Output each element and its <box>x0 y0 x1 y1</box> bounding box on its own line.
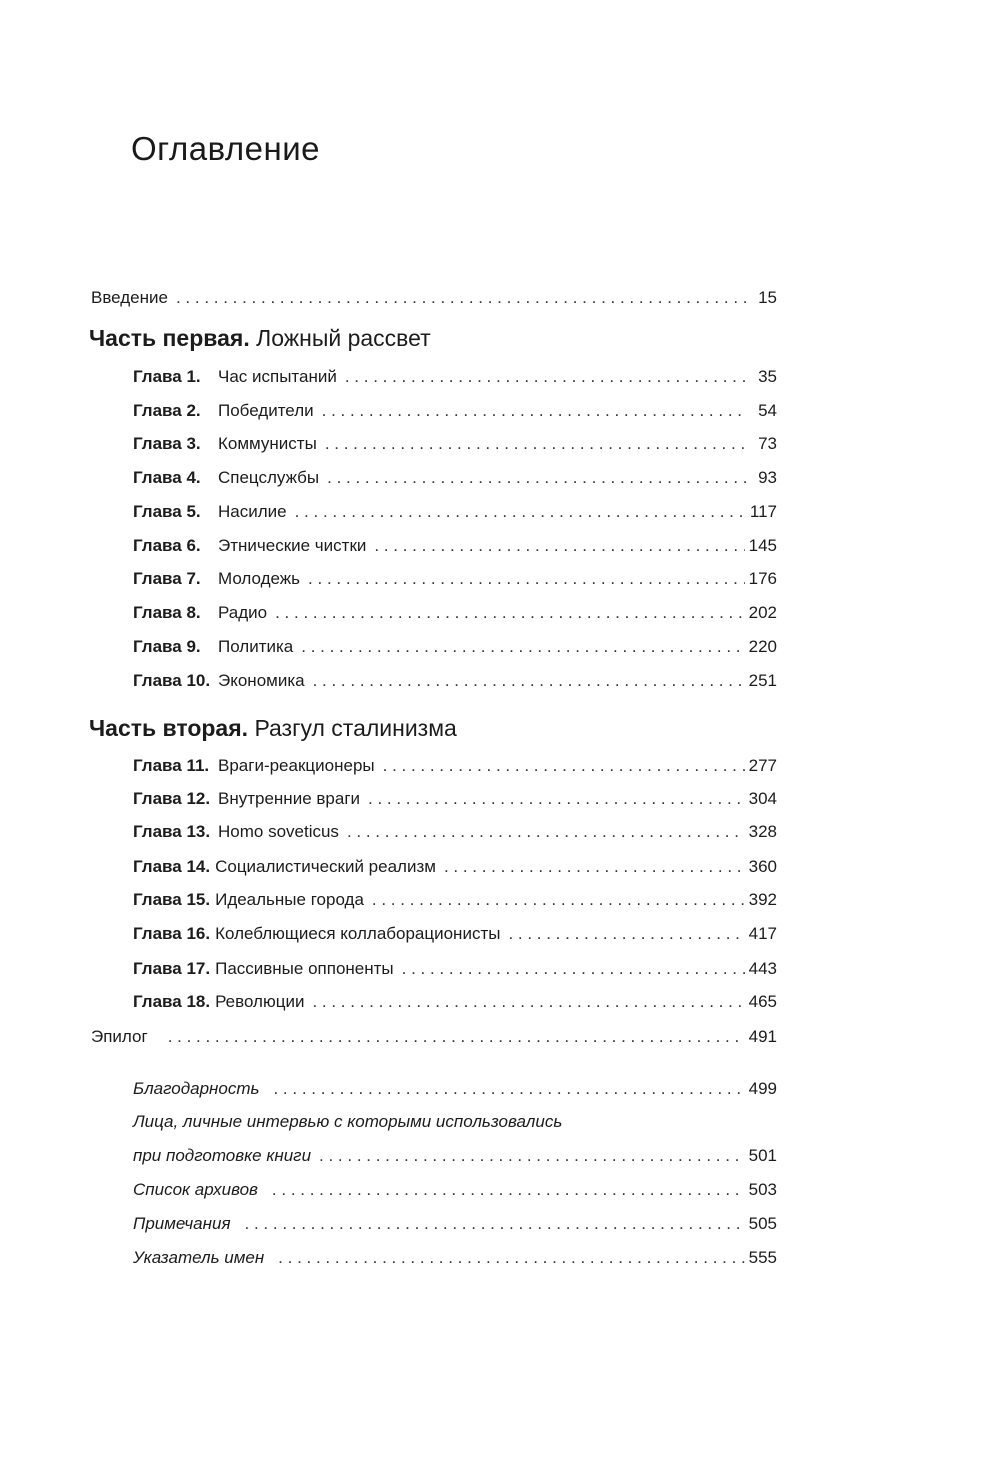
leader-dots <box>374 535 744 557</box>
part-title: Ложный рассвет <box>256 325 431 351</box>
leader-dots <box>176 287 747 309</box>
toc-entry-page: 555 <box>748 1248 777 1267</box>
toc-entry-title: при подготовке книги <box>133 1146 312 1165</box>
toc-entry-chapter-5[interactable] <box>133 501 777 523</box>
chapter-label: Глава 14. <box>133 857 211 876</box>
toc-entry-epilogue[interactable] <box>91 1026 777 1048</box>
chapter-page: 251 <box>748 671 777 690</box>
chapter-title: Пассивные оппоненты <box>215 959 394 978</box>
chapter-page: 73 <box>758 434 777 453</box>
part-heading-2[interactable] <box>89 714 457 742</box>
chapter-title: Homo soveticus <box>218 822 339 841</box>
toc-entry-title: Список архивов <box>133 1180 258 1199</box>
leader-dots <box>345 366 747 388</box>
chapter-label: Глава 16. <box>133 924 211 943</box>
leader-dots <box>347 821 745 843</box>
toc-entry-chapter-11[interactable] <box>133 755 777 777</box>
chapter-label: Глава 7. <box>133 569 201 588</box>
chapter-label: Глава 1. <box>133 367 201 386</box>
part-title: Разгул сталинизма <box>254 715 457 741</box>
chapter-label: Глава 17. <box>133 959 211 978</box>
chapter-page: 35 <box>758 367 777 386</box>
chapter-title: Спецслужбы <box>218 468 320 487</box>
toc-entry-name-index[interactable] <box>133 1247 777 1269</box>
toc-entry-title: Примечания <box>133 1214 231 1233</box>
chapter-page: 328 <box>748 822 777 841</box>
leader-dots <box>402 958 745 980</box>
leader-dots <box>322 400 747 422</box>
toc-entry-chapter-14[interactable] <box>133 856 777 878</box>
chapter-page: 220 <box>748 637 777 656</box>
toc-entry-notes[interactable] <box>133 1213 777 1235</box>
toc-entry-page: 499 <box>748 1079 777 1098</box>
chapter-title: Внутренние враги <box>218 789 361 808</box>
leader-dots <box>278 1247 744 1269</box>
toc-entry-chapter-18[interactable] <box>133 991 777 1013</box>
chapter-title: Колеблющиеся коллаборационисты <box>215 924 501 943</box>
chapter-title: Молодежь <box>218 569 301 588</box>
chapter-title: Идеальные города <box>215 890 364 909</box>
toc-entry-page: 503 <box>748 1180 777 1199</box>
chapter-label: Глава 3. <box>133 434 201 453</box>
chapter-title: Победители <box>218 401 314 420</box>
chapter-label: Глава 2. <box>133 401 201 420</box>
toc-entry-chapter-8[interactable] <box>133 602 777 624</box>
part-heading-1[interactable] <box>89 324 431 352</box>
chapter-label: Глава 10. <box>133 671 211 690</box>
leader-dots <box>308 568 745 590</box>
leader-dots <box>319 1145 745 1167</box>
toc-entry-title: Эпилог <box>91 1027 148 1046</box>
chapter-page: 117 <box>749 502 777 521</box>
toc-entry-page: 15 <box>758 288 777 307</box>
toc-entry-chapter-15[interactable] <box>133 889 777 911</box>
chapter-page: 93 <box>758 468 777 487</box>
toc-entry-chapter-4[interactable] <box>133 467 777 489</box>
toc-entry-chapter-7[interactable] <box>133 568 777 590</box>
chapter-label: Глава 18. <box>133 992 211 1011</box>
part-label: Часть вторая. <box>89 715 249 741</box>
chapter-label: Глава 5. <box>133 502 201 521</box>
toc-entry-page: 501 <box>748 1146 777 1165</box>
toc-entry-chapter-10[interactable] <box>133 670 777 692</box>
chapter-page: 145 <box>748 536 777 555</box>
leader-dots <box>312 991 744 1013</box>
chapter-page: 417 <box>748 924 777 943</box>
chapter-label: Глава 6. <box>133 536 201 555</box>
chapter-page: 465 <box>748 992 777 1011</box>
chapter-page: 443 <box>748 959 777 978</box>
toc-entry-chapter-2[interactable] <box>133 400 777 422</box>
toc-entry-chapter-1[interactable] <box>133 366 777 388</box>
leader-dots <box>444 856 745 878</box>
chapter-label: Глава 9. <box>133 637 201 656</box>
leader-dots <box>275 602 745 624</box>
toc-entry-page: 505 <box>748 1214 777 1233</box>
chapter-label: Глава 13. <box>133 822 211 841</box>
leader-dots <box>372 889 745 911</box>
chapter-title: Радио <box>218 603 268 622</box>
toc-entry-archives[interactable] <box>133 1179 777 1201</box>
leader-dots <box>273 1078 744 1100</box>
leader-dots <box>245 1213 745 1235</box>
chapter-label: Глава 4. <box>133 468 201 487</box>
leader-dots <box>327 467 747 489</box>
toc-entry-chapter-12[interactable] <box>133 788 777 810</box>
chapter-page: 392 <box>748 890 777 909</box>
toc-entry-interviews[interactable] <box>133 1145 777 1167</box>
leader-dots <box>272 1179 745 1201</box>
toc-entry-acknowledgements[interactable] <box>133 1078 777 1100</box>
leader-dots <box>301 636 744 658</box>
toc-entry-intro[interactable] <box>91 287 777 309</box>
toc-entry-chapter-6[interactable] <box>133 535 777 557</box>
chapter-title: Враги-реакционеры <box>218 756 375 775</box>
chapter-page: 360 <box>748 857 777 876</box>
leader-dots <box>168 1026 745 1048</box>
chapter-title: Экономика <box>218 671 305 690</box>
toc-entry-chapter-3[interactable] <box>133 433 777 455</box>
chapter-page: 54 <box>758 401 777 420</box>
chapter-title: Социалистический реализм <box>215 857 436 876</box>
toc-entry-interviews-line1[interactable]: Лица, личные интервью с которыми использовались <box>133 1112 563 1131</box>
leader-dots <box>313 670 745 692</box>
chapter-title: Час испытаний <box>218 367 337 386</box>
leader-dots <box>368 788 745 810</box>
chapter-page: 277 <box>748 756 777 775</box>
chapter-page: 202 <box>748 603 777 622</box>
chapter-title: Насилие <box>218 502 287 521</box>
chapter-label: Глава 8. <box>133 603 201 622</box>
chapter-label: Глава 11. <box>133 756 210 775</box>
chapter-title: Этнические чистки <box>218 536 367 555</box>
toc-entry-chapter-9[interactable] <box>133 636 777 658</box>
chapter-page: 304 <box>748 789 777 808</box>
chapter-title: Революции <box>215 992 305 1011</box>
toc-entry-title: Указатель имен <box>133 1248 265 1267</box>
chapter-page: 176 <box>748 569 777 588</box>
leader-dots <box>295 501 746 523</box>
toc-entry-title: Благодарность <box>133 1079 260 1098</box>
chapter-title: Коммунисты <box>218 434 317 453</box>
toc-entry-chapter-17[interactable] <box>133 958 777 980</box>
leader-dots <box>508 923 744 945</box>
toc-entry-chapter-13[interactable] <box>133 821 777 843</box>
chapter-label: Глава 15. <box>133 890 211 909</box>
chapter-label: Глава 12. <box>133 789 211 808</box>
leader-dots <box>383 755 745 777</box>
toc-entry-title: Введение <box>91 288 168 307</box>
page-title: Оглавление <box>131 130 320 167</box>
chapter-title: Политика <box>218 637 294 656</box>
toc-entry-page: 491 <box>748 1027 777 1046</box>
leader-dots <box>325 433 747 455</box>
part-label: Часть первая. <box>89 325 250 351</box>
toc-entry-chapter-16[interactable] <box>133 923 777 945</box>
